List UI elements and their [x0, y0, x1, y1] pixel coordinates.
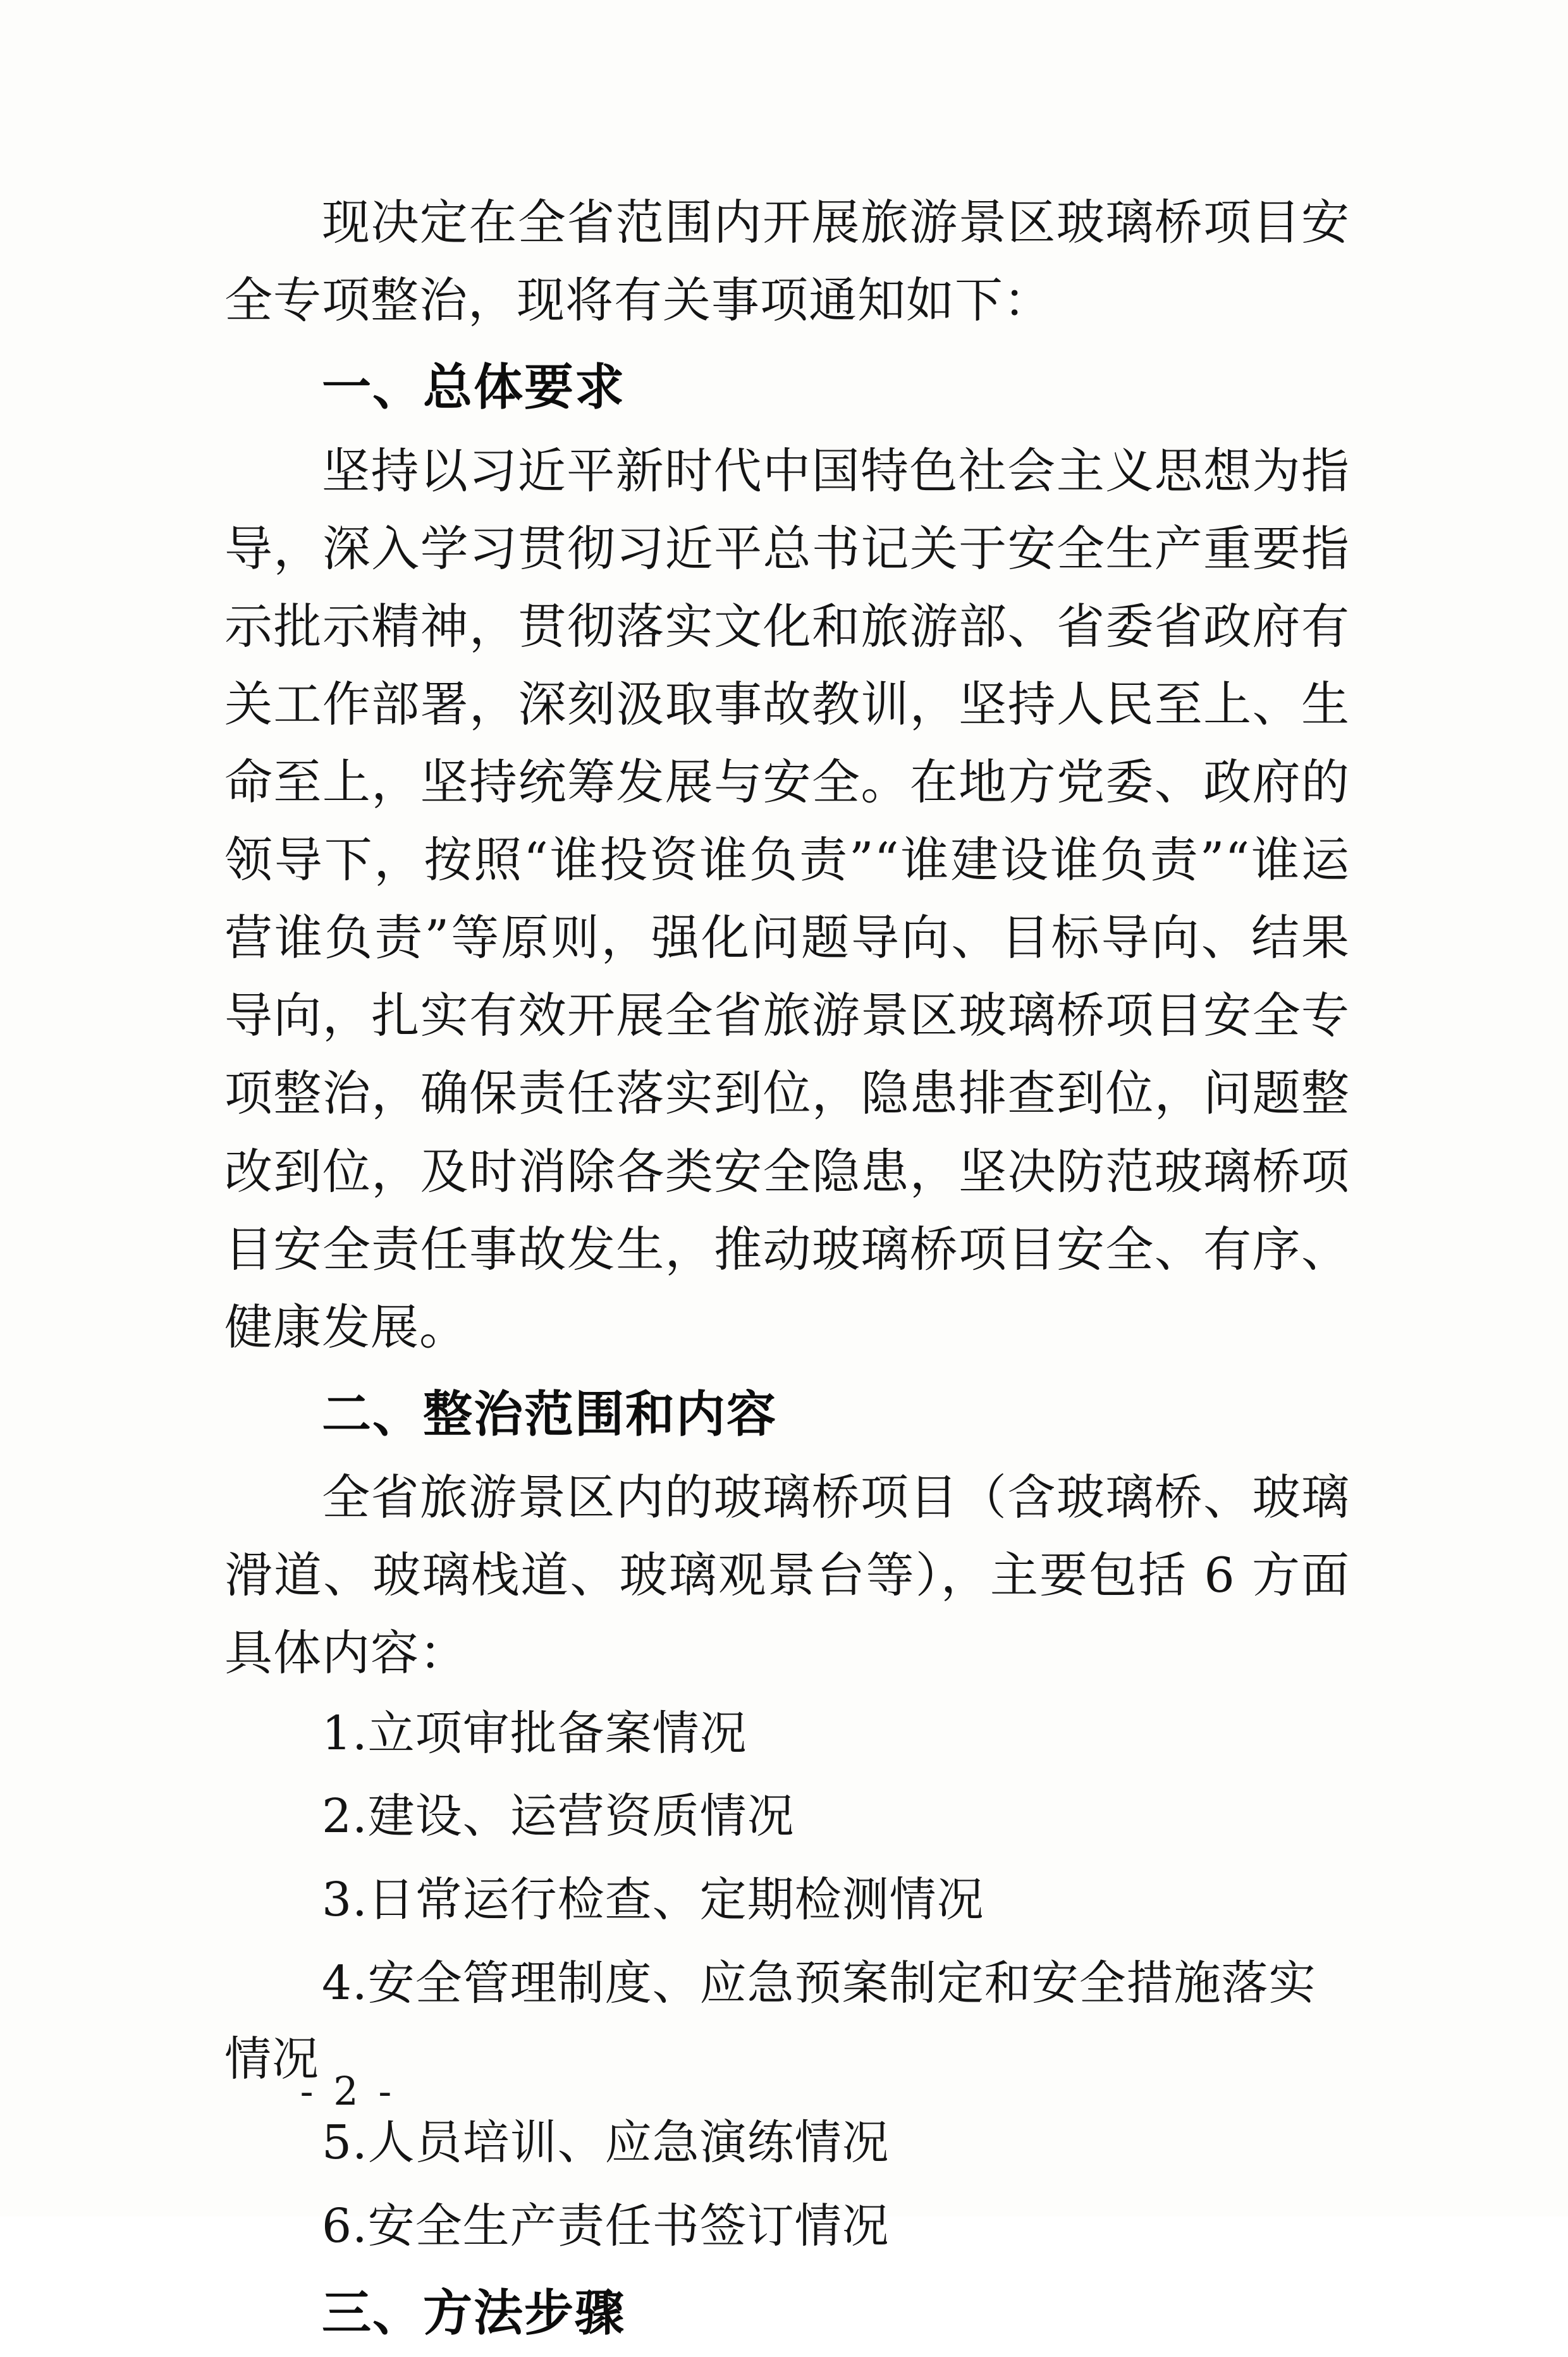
paragraph-intro: 现决定在全省范围内开展旅游景区玻璃桥项目安全专项整治，现将有关事项通知如下：: [224, 194, 1350, 329]
page-number: - 2 -: [300, 2068, 396, 2114]
list-item: 5.人员培训、应急演练情况: [322, 2115, 890, 2170]
page-footer: [0, 2068, 1568, 2114]
list-item: 1.立项审批备案情况: [322, 1706, 747, 1761]
document-body: [224, 183, 1350, 2357]
list-item: 3.日常运行检查、定期检测情况: [322, 1873, 984, 1928]
list-item: 6.安全生产责任书签订情况: [322, 2198, 890, 2253]
heading-methods-and-steps: 三、方法步骤: [322, 2284, 626, 2342]
heading-overall-requirements: 一、总体要求: [322, 359, 626, 417]
heading-scope-and-content: 二、整治范围和内容: [322, 1386, 778, 1443]
paragraph-scope-and-content: 全省旅游景区内的玻璃桥项目（含玻璃桥、玻璃滑道、玻璃栈道、玻璃观景台等），主要包括 6 方面具体内容：: [224, 1469, 1350, 1682]
list-item: 2.建设、运营资质情况: [322, 1789, 795, 1844]
list-item: 4.安全管理制度、应急预案制定和安全措施落实情况: [224, 1956, 1316, 2087]
paragraph-overall-requirements: 坚持以习近平新时代中国特色社会主义思想为指导，深入学习贯彻习近平总书记关于安全生产重要指示批示精神，贯彻落实文化和旅游部、省委省政府有关工作部署，深刻汲取事故教训，坚持人民至上、生命至上，坚持统筹发展与安全。在地方党委、政府的领导下，按照“谁投资谁负责”“谁建设谁负责”“谁运营谁负责”等原则，强化问题导向、目标导向、结果导向，扎实有效开展全省旅游景区玻璃桥项目安全专项整治，确保责任落实到位，隐患排查到位，问题整改到位，及时消除各类安全隐患，坚决防范玻璃桥项目安全责任事故发生，推动玻璃桥项目安全、有序、健康发展。: [224, 442, 1350, 1355]
